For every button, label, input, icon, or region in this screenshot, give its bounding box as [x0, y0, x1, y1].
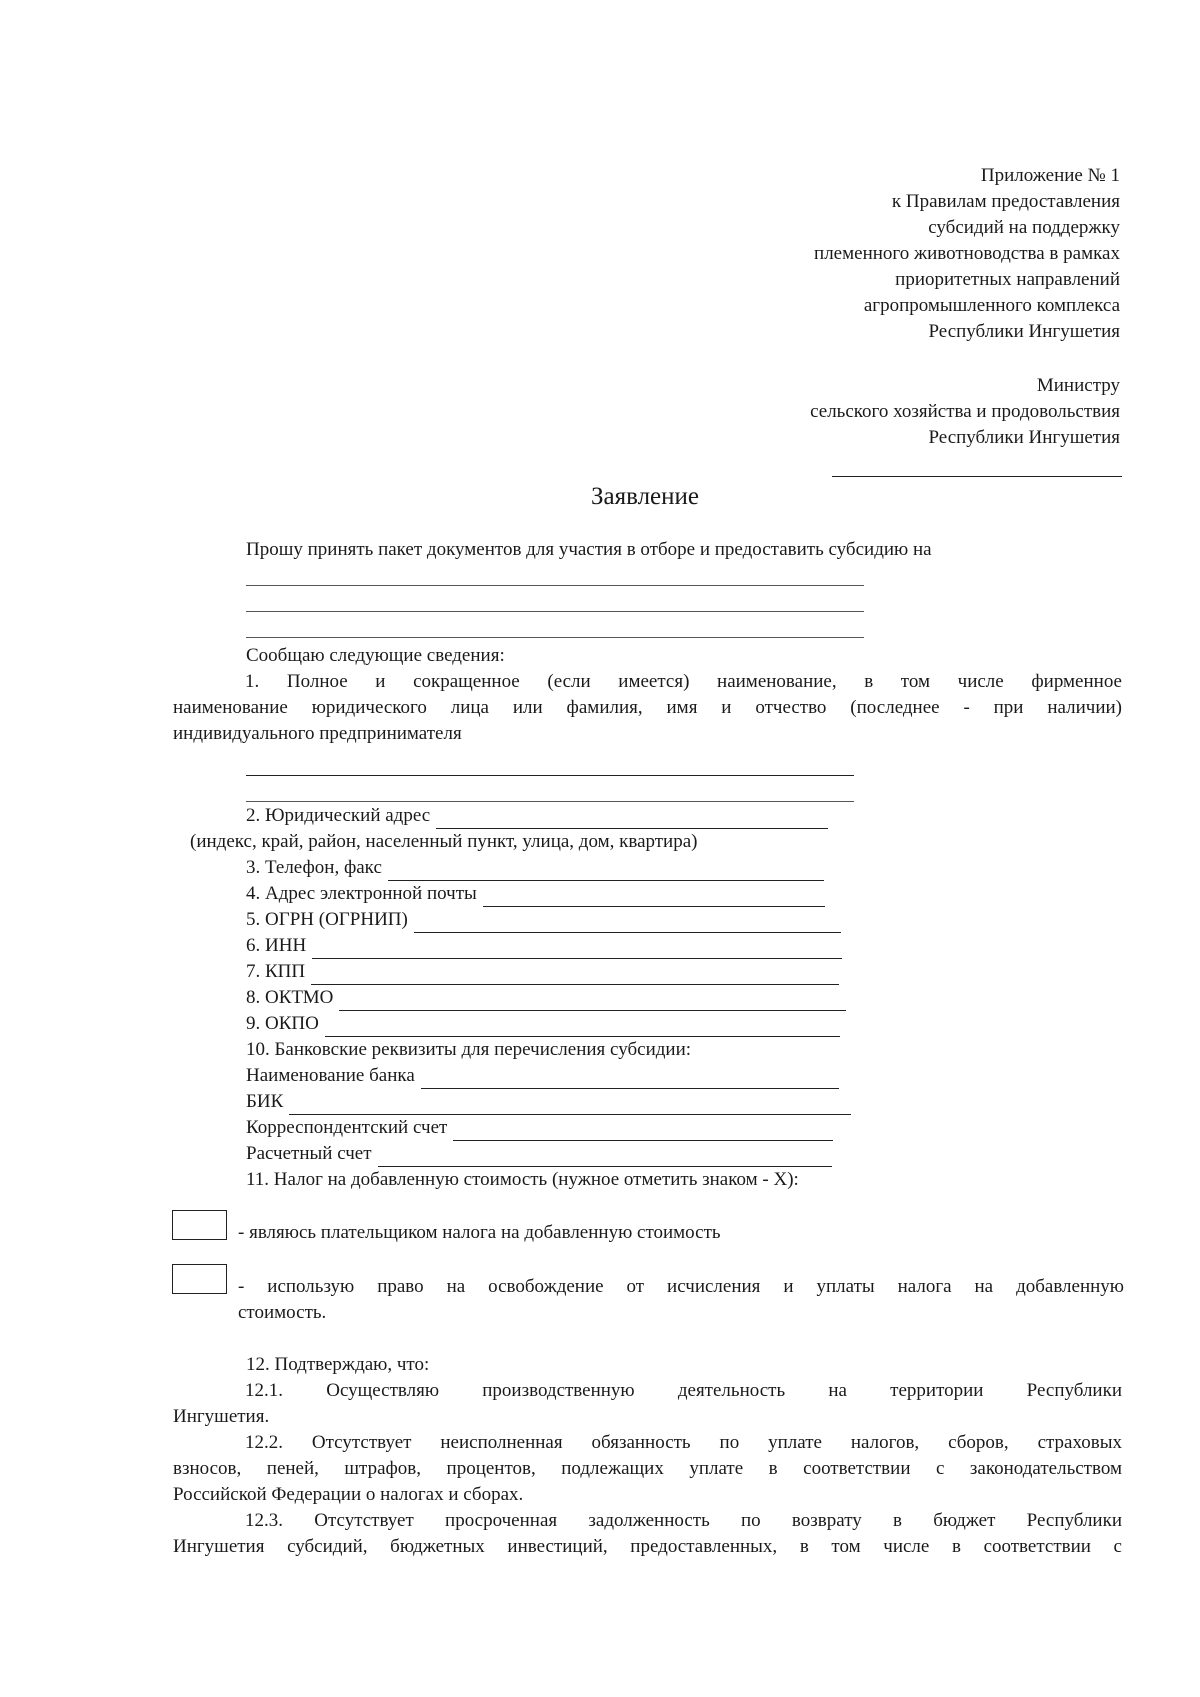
inn-input[interactable]	[312, 939, 842, 959]
item1-text: 1. Полное и сокращенное (если имеется) наименование, в том числе фирменное	[245, 671, 1122, 692]
org-name-blank[interactable]	[246, 801, 854, 802]
info-intro: Сообщаю следующие сведения:	[246, 645, 505, 666]
request-text: Прошу принять пакет документов для участия в отборе и предоставить субсидию на	[246, 539, 932, 560]
bank-name-field	[246, 1063, 839, 1089]
confirm-item-text: 12.1. Осуществляю производственную деятельность на территории Республики	[245, 1380, 1122, 1401]
ogrn-field	[246, 907, 841, 933]
confirm-heading: 12. Подтверждаю, что:	[246, 1354, 430, 1375]
oktmo-input[interactable]	[339, 991, 846, 1011]
kpp-label: 7. КПП	[246, 961, 306, 982]
vat-exempt-checkbox[interactable]	[172, 1264, 227, 1294]
okpo-input[interactable]	[325, 1017, 840, 1037]
annex-line: агропромышленного комплекса	[863, 295, 1120, 316]
subsidy-purpose-blank[interactable]	[246, 611, 864, 612]
recipient-line: Республики Ингушетия	[928, 427, 1120, 448]
subsidy-purpose-blank[interactable]	[246, 585, 864, 586]
kpp-input[interactable]	[311, 965, 839, 985]
vat-payer-checkbox[interactable]	[172, 1210, 227, 1240]
annex-line: Приложение № 1	[980, 165, 1120, 186]
okpo-field	[246, 1011, 840, 1037]
corr-account-label: Корреспондентский счет	[246, 1117, 448, 1138]
confirm-item-text: Ингушетия.	[173, 1406, 270, 1427]
kpp-field	[246, 959, 839, 985]
annex-line: приоритетных направлений	[895, 269, 1120, 290]
bank-name-input[interactable]	[421, 1069, 839, 1089]
oktmo-label: 8. ОКТМО	[246, 987, 334, 1008]
legal-address-input[interactable]	[436, 809, 828, 829]
bik-field	[246, 1089, 851, 1115]
phone-input[interactable]	[388, 861, 824, 881]
legal-address-field	[246, 803, 828, 829]
annex-line: племенного животноводства в рамках	[814, 243, 1120, 264]
corr-account-input[interactable]	[453, 1121, 833, 1141]
confirm-item-text: Российской Федерации о налогах и сборах.	[173, 1484, 524, 1505]
vat-payer-label: - являюсь плательщиком налога на добавленную стоимость	[238, 1222, 721, 1243]
bik-input[interactable]	[289, 1095, 851, 1115]
email-field	[246, 881, 825, 907]
subsidy-purpose-blank[interactable]	[246, 637, 864, 638]
ogrn-input[interactable]	[414, 913, 841, 933]
vat-heading: 11. Налог на добавленную стоимость (нужное отметить знаком - Х):	[246, 1169, 799, 1190]
confirm-item-text: 12.3. Отсутствует просроченная задолженность по возврату в бюджет Республики	[245, 1510, 1122, 1531]
confirm-item-text: взносов, пеней, штрафов, процентов, подлежащих уплате в соответствии с законодательством	[173, 1458, 1122, 1479]
applicant-name-blank[interactable]	[832, 476, 1122, 477]
confirm-item-text: 12.2. Отсутствует неисполненная обязанность по уплате налогов, сборов, страховых	[245, 1432, 1122, 1453]
inn-label: 6. ИНН	[246, 935, 307, 956]
vat-exempt-label: - использую право на освобождение от исчисления и уплаты налога на добавленную	[238, 1276, 1124, 1297]
email-label: 4. Адрес электронной почты	[246, 883, 477, 904]
oktmo-field	[246, 985, 846, 1011]
email-input[interactable]	[483, 887, 825, 907]
item1-text: наименование юридического лица или фамилия, имя и отчество (последнее - при наличии)	[173, 697, 1122, 718]
phone-label: 3. Телефон, факс	[246, 857, 382, 878]
vat-exempt-label: стоимость.	[238, 1302, 327, 1323]
bank-name-label: Наименование банка	[246, 1065, 415, 1086]
recipient-line: Министру	[1036, 375, 1120, 396]
settlement-account-field	[246, 1141, 832, 1167]
ogrn-label: 5. ОГРН (ОГРНИП)	[246, 909, 408, 930]
bik-label: БИК	[246, 1091, 284, 1112]
org-name-blank[interactable]	[246, 775, 854, 776]
item1-text: индивидуального предпринимателя	[173, 723, 462, 744]
bank-details-heading: 10. Банковские реквизиты для перечисления субсидии:	[246, 1039, 692, 1060]
corr-account-field	[246, 1115, 833, 1141]
address-hint: (индекс, край, район, населенный пункт, улица, дом, квартира)	[190, 831, 698, 852]
okpo-label: 9. ОКПО	[246, 1013, 319, 1034]
recipient-block	[600, 373, 1120, 451]
annex-line: Республики Ингушетия	[928, 321, 1120, 342]
annex-header	[600, 163, 1120, 345]
confirm-item-text: Ингушетия субсидий, бюджетных инвестиций, предоставленных, в том числе в соответствии с	[173, 1536, 1122, 1557]
document-title: Заявление	[590, 483, 700, 510]
annex-line: к Правилам предоставления	[891, 191, 1120, 212]
phone-field	[246, 855, 824, 881]
recipient-line: сельского хозяйства и продовольствия	[810, 401, 1120, 422]
annex-line: субсидий на поддержку	[928, 217, 1120, 238]
legal-address-label: 2. Юридический адрес	[246, 805, 431, 826]
settlement-account-label: Расчетный счет	[246, 1143, 372, 1164]
settlement-account-input[interactable]	[378, 1147, 832, 1167]
inn-field	[246, 933, 842, 959]
